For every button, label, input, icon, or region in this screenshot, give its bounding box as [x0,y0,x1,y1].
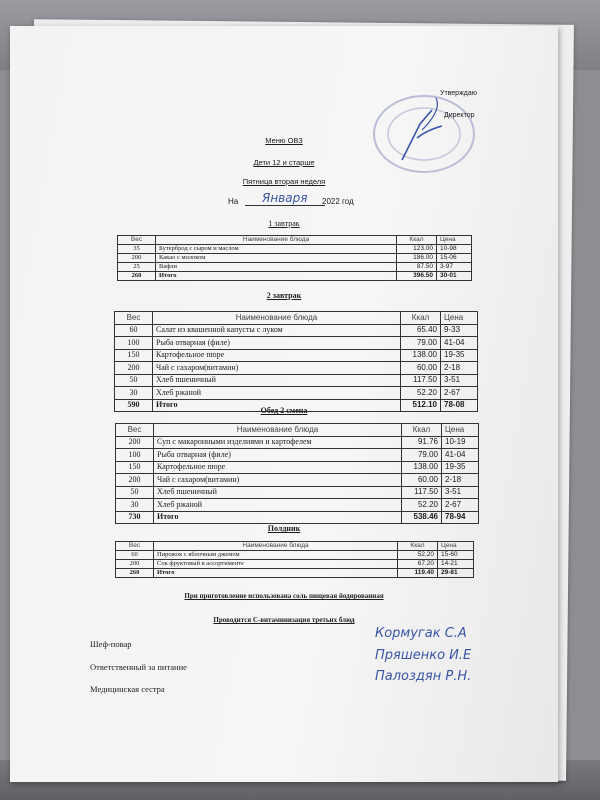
cell-kcal: 91.76 [402,436,442,449]
column-header-weight: Вес [118,236,156,245]
table-breakfast-1 [117,235,472,281]
cell-weight: 200 [116,474,154,487]
cell-kcal: 65.40 [401,324,441,337]
cell-weight: 260 [116,569,154,578]
cell-price: 10-98 [437,245,472,254]
cell-weight: 200 [116,560,154,569]
cell-price: 15-60 [438,551,474,560]
cell-name: Рыба отварная (филе) [153,337,401,350]
column-header-kcal: Ккал [398,542,438,551]
cell-name: Рыба отварная (филе) [154,449,402,462]
role-chef: Шеф-повар [90,639,132,649]
column-header-price: Цена [438,542,474,551]
cell-kcal: 67.20 [398,560,438,569]
cell-price: 78-94 [442,511,479,524]
section-title-breakfast-2: 2 завтрак [266,291,302,300]
table-row [115,374,478,387]
table-header-row [115,312,478,325]
cell-kcal: 123.00 [397,245,437,254]
cell-price: 2-18 [441,362,478,375]
cell-name: Хлеб ржаной [154,499,402,512]
cell-name: Суп с макаронными изделиями и картофелем [154,436,402,449]
menu-title: Меню ОВЗ [265,136,303,145]
cell-price: 30-01 [437,272,472,281]
table-row [116,474,479,487]
table-total-row [116,511,479,524]
cell-weight: 100 [115,337,153,350]
cell-price: 29-81 [438,569,474,578]
column-header-kcal: Ккал [402,424,442,437]
table-row [116,449,479,462]
cell-weight: 60 [116,551,154,560]
table-row [118,263,472,272]
cell-price: 78-08 [441,399,478,412]
cell-kcal: 117.50 [402,486,442,499]
cell-price: 19-35 [442,461,479,474]
cell-kcal: 79.00 [401,337,441,350]
table-row [116,560,474,569]
cell-kcal: 396.50 [397,272,437,281]
cell-weight: 50 [116,486,154,499]
cell-price: 19-35 [441,349,478,362]
cell-kcal: 538.46 [402,511,442,524]
cell-weight: 590 [115,399,153,412]
cell-kcal: 52.20 [402,499,442,512]
cell-name: Бутерброд с сыром и маслом [156,245,397,254]
cell-price: 14-21 [438,560,474,569]
role-nurse: Медицинская сестра [90,684,165,694]
cell-name: Картофельное пюре [154,461,402,474]
section-title-breakfast-1: 1 завтрак [268,219,300,228]
cell-weight: 35 [118,245,156,254]
cell-name: Хлеб ржаной [153,387,401,400]
cell-weight: 260 [118,272,156,281]
cell-name: Чай с сахаром(витамин) [153,362,401,375]
column-header-kcal: Ккал [401,312,441,325]
table-lunch [115,423,479,524]
date-handwritten: Января [262,191,308,205]
cell-name: Хлеб пшеничный [154,486,402,499]
signature-chef: Кормугак С.А [375,626,467,641]
cell-weight: 200 [115,362,153,375]
cell-name: Итого [154,511,402,524]
cell-kcal: 60.00 [402,474,442,487]
cell-weight: 150 [116,461,154,474]
table-snack [115,541,474,578]
column-header-price: Цена [437,236,472,245]
cell-price: 15-06 [437,254,472,263]
cell-name: Итого [154,569,398,578]
cell-name: Чай с сахаром(витамин) [154,474,402,487]
section-title-lunch: Обед 2 смена [260,406,308,415]
approve-label: Утверждаю [440,90,477,97]
cell-weight: 30 [115,387,153,400]
table-row [115,362,478,375]
cell-weight: 60 [115,324,153,337]
section-title-snack: Полдник [267,524,301,533]
cell-kcal: 186.00 [397,254,437,263]
note-vitamin: Проводится С-витаминизация третьих блюд [213,616,355,624]
cell-weight: 100 [116,449,154,462]
column-header-weight: Вес [116,424,154,437]
cell-kcal: 512.10 [401,399,441,412]
cell-name: Салат из квашенной капусты с луком [153,324,401,337]
table-total-row [118,272,472,281]
table-header-row [118,236,472,245]
cell-price: 2-67 [442,499,479,512]
column-header-weight: Вес [115,312,153,325]
column-header-kcal: Ккал [397,236,437,245]
table-row [115,349,478,362]
cell-weight: 200 [116,436,154,449]
cell-weight: 50 [115,374,153,387]
cell-price: 3-97 [437,263,472,272]
cell-price: 9-33 [441,324,478,337]
weekday-line: Пятница вторая неделя [242,177,326,186]
table-total-row [116,569,474,578]
table-row [118,254,472,263]
cell-kcal: 52.20 [401,387,441,400]
cell-kcal: 119.40 [398,569,438,578]
cell-name: Какао с молоком [156,254,397,263]
cell-kcal: 87.50 [397,263,437,272]
table-row [115,337,478,350]
menu-document [10,26,558,782]
cell-price: 2-18 [442,474,479,487]
table-row [115,324,478,337]
column-header-name: Наименование блюда [154,542,398,551]
signature-nurse: Палоздян Р.Н. [375,669,472,684]
note-iodized-salt: При приготовление использована соль пищевая йодированная [184,592,384,600]
cell-price: 3-51 [442,486,479,499]
cell-kcal: 60.00 [401,362,441,375]
date-prefix: На [228,197,239,206]
column-header-price: Цена [442,424,479,437]
cell-name: Вафли [156,263,397,272]
age-group: Дети 12 и старше [253,158,315,167]
director-label: Директор [444,112,475,119]
cell-name: Картофельное пюре [153,349,401,362]
cell-kcal: 52.20 [398,551,438,560]
cell-name: Итого [156,272,397,281]
table-header-row [116,542,474,551]
table-breakfast-2 [114,311,478,412]
cell-kcal: 138.00 [402,461,442,474]
table-row [116,486,479,499]
cell-kcal: 138.00 [401,349,441,362]
cell-weight: 30 [116,499,154,512]
cell-name: Хлеб пшеничный [153,374,401,387]
table-row [116,436,479,449]
cell-name: Пирожок с яблочным джемом [154,551,398,560]
table-row [118,245,472,254]
cell-price: 2-67 [441,387,478,400]
cell-weight: 25 [118,263,156,272]
cell-name: Сок фруктовый в ассортименте [154,560,398,569]
table-header-row [116,424,479,437]
table-row [116,461,479,474]
cell-weight: 730 [116,511,154,524]
column-header-price: Цена [441,312,478,325]
role-nutrition-responsible: Ответственный за питание [90,662,187,672]
date-underline [245,205,325,206]
cell-price: 41-04 [442,449,479,462]
cell-kcal: 79.00 [402,449,442,462]
column-header-name: Наименование блюда [156,236,397,245]
cell-price: 10-19 [442,436,479,449]
cell-weight: 150 [115,349,153,362]
cell-price: 41-04 [441,337,478,350]
column-header-name: Наименование блюда [154,424,402,437]
table-row [115,387,478,400]
table-row [116,499,479,512]
column-header-weight: Вес [116,542,154,551]
signature-nutrition-responsible: Пряшенко И.Е [375,648,472,663]
cell-price: 3-51 [441,374,478,387]
cell-weight: 200 [118,254,156,263]
table-row [116,551,474,560]
date-suffix: 2022 год [322,197,354,206]
cell-kcal: 117.50 [401,374,441,387]
cell-name: Итого [153,399,401,412]
column-header-name: Наименование блюда [153,312,401,325]
